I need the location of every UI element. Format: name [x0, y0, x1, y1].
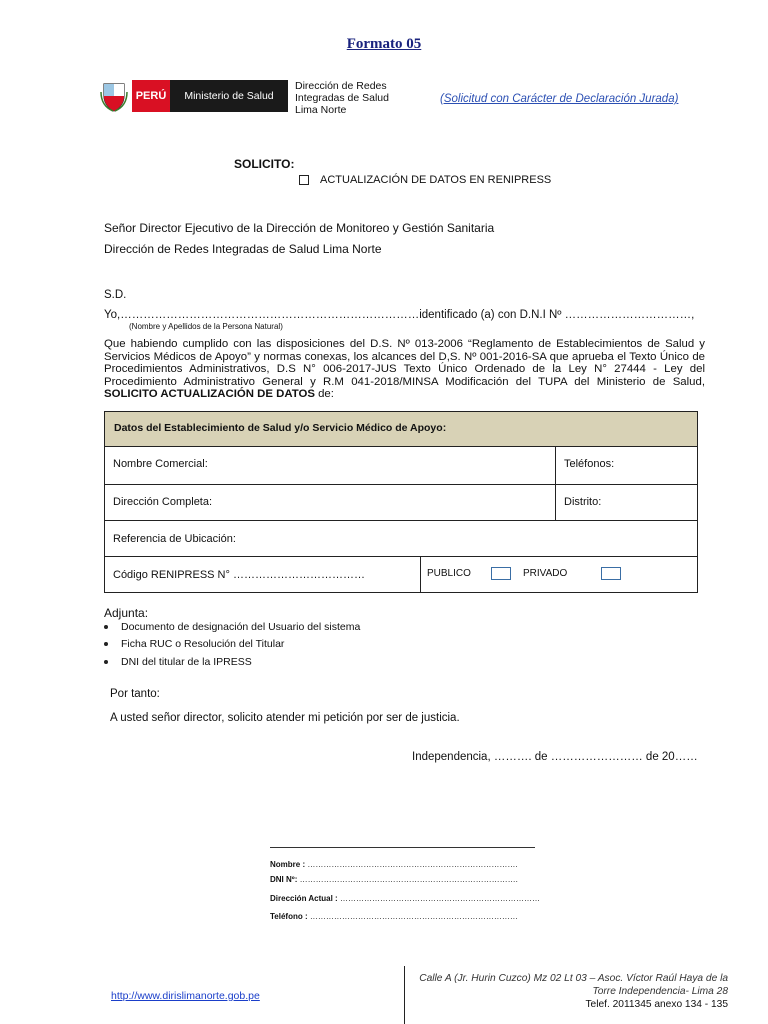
- actualizacion-checkbox-label: ACTUALIZACIÓN DE DATOS EN RENIPRESS: [320, 174, 552, 186]
- por-tanto-text: Por tanto:: [110, 688, 160, 700]
- signature-telefono: Teléfono : ……………………………………………………………………: [270, 912, 518, 921]
- bullet-icon: [104, 642, 108, 646]
- adjunta-item-text: Ficha RUC o Resolución del Titular: [121, 638, 285, 650]
- referencia-label: Referencia de Ubicación:: [113, 533, 236, 545]
- addressee-line1: Señor Director Ejecutivo de la Dirección de Monitoreo y Gestión Sanitaria: [104, 221, 495, 235]
- logo-direccion-line1: Dirección de Redes: [295, 80, 387, 92]
- codigo-renipress-label: Código RENIPRESS N° ………………………………: [113, 569, 365, 581]
- adjunta-item: [104, 621, 360, 633]
- form-header: Datos del Establecimiento de Salud y/o Servicio Médico de Apoyo:: [114, 422, 447, 434]
- logo-ministry-label: Ministerio de Salud: [170, 80, 288, 112]
- adjunta-item: [104, 638, 284, 650]
- distrito-label: Distrito:: [564, 496, 602, 508]
- addressee-line2: Dirección de Redes Integradas de Salud Lima Norte: [104, 242, 382, 256]
- footer-website-link[interactable]: http://www.dirislimanorte.gob.pe: [111, 990, 260, 1002]
- legal-paragraph-tail: de:: [314, 388, 334, 401]
- privado-label: PRIVADO: [523, 568, 568, 579]
- telefonos-label: Teléfonos:: [564, 458, 615, 470]
- adjunta-item: [104, 656, 252, 668]
- bullet-icon: [104, 660, 108, 664]
- logo-direccion-line2: Integradas de Salud: [295, 92, 389, 104]
- sd-text: S.D.: [104, 289, 127, 301]
- direccion-completa-label: Dirección Completa:: [113, 496, 213, 508]
- legal-paragraph-bold: SOLICITO ACTUALIZACIÓN DE DATOS: [104, 388, 315, 401]
- signature-direccion: Dirección Actual : …………………………………………………………………: [270, 894, 540, 903]
- yo-note: (Nombre y Apellidos de la Persona Natural): [129, 322, 283, 331]
- legal-paragraph-text: Que habiendo cumplido con las disposiciones del D.S. Nº 013-2006 “Reglamento de Establecimientos de Salud y Servicios Médicos de Apoyo” y normas conexas, los alcances del D,S. Nº 001-2016-SA que aprueba el Texto Único de Procedimientos Administrativos, D.S N° 006-2017-JUS Texto Único Ordenado de la Ley N° 27444 - Ley del Procedimiento Administrativo General y R.M 041-2018/MINSA Modificación del TUPA del Ministerio de Salud,: [104, 338, 705, 388]
- publico-label: PUBLICO: [427, 568, 471, 579]
- nombre-comercial-label: Nombre Comercial:: [113, 458, 208, 470]
- privado-checkbox[interactable]: [601, 567, 621, 580]
- declaracion-jurada-note: (Solicitud con Carácter de Declaración Jurada): [440, 93, 679, 105]
- footer-address-line1: Calle A (Jr. Hurin Cuzco) Mz 02 Lt 03 – Asoc. Víctor Raúl Haya de la: [419, 973, 728, 984]
- solicito-label: SOLICITO:: [234, 157, 295, 171]
- peru-shield-icon: [100, 80, 128, 112]
- signature-line: [270, 847, 535, 848]
- adjunta-item-text: Documento de designación del Usuario del sistema: [121, 621, 361, 633]
- logo-direccion-text: [295, 80, 389, 116]
- publico-checkbox[interactable]: [491, 567, 511, 580]
- adjunta-label: Adjunta:: [104, 606, 149, 620]
- signature-dni: DNI Nº: ……………………………………………………………………….: [270, 875, 518, 884]
- actualizacion-checkbox[interactable]: [299, 175, 309, 185]
- date-line: Independencia, ………. de …………………… de 20……: [412, 751, 698, 763]
- signature-nombre: Nombre : …………………………………………………………………….: [270, 860, 518, 869]
- yo-line: Yo,……………………………………………………………………identificado (a) con D.N.I Nº ……………………………,: [104, 309, 695, 321]
- logo-direccion-line3: Lima Norte: [295, 104, 347, 116]
- footer-address-line2: Torre Independencia- Lima 28: [592, 986, 728, 997]
- logo-peru-label: PERÚ: [132, 80, 170, 112]
- bullet-icon: [104, 625, 108, 629]
- footer-telefono: Telef. 2011345 anexo 134 - 135: [585, 999, 728, 1010]
- establishment-data-form: [104, 411, 698, 593]
- adjunta-item-text: DNI del titular de la IPRESS: [121, 656, 252, 668]
- footer-address: [412, 972, 728, 998]
- legal-paragraph: [104, 338, 705, 401]
- footer-divider: [404, 966, 405, 1024]
- closing-text: A usted señor director, solicito atender mi petición por ser de justicia.: [110, 712, 460, 724]
- document-title: Formato 05: [346, 36, 422, 52]
